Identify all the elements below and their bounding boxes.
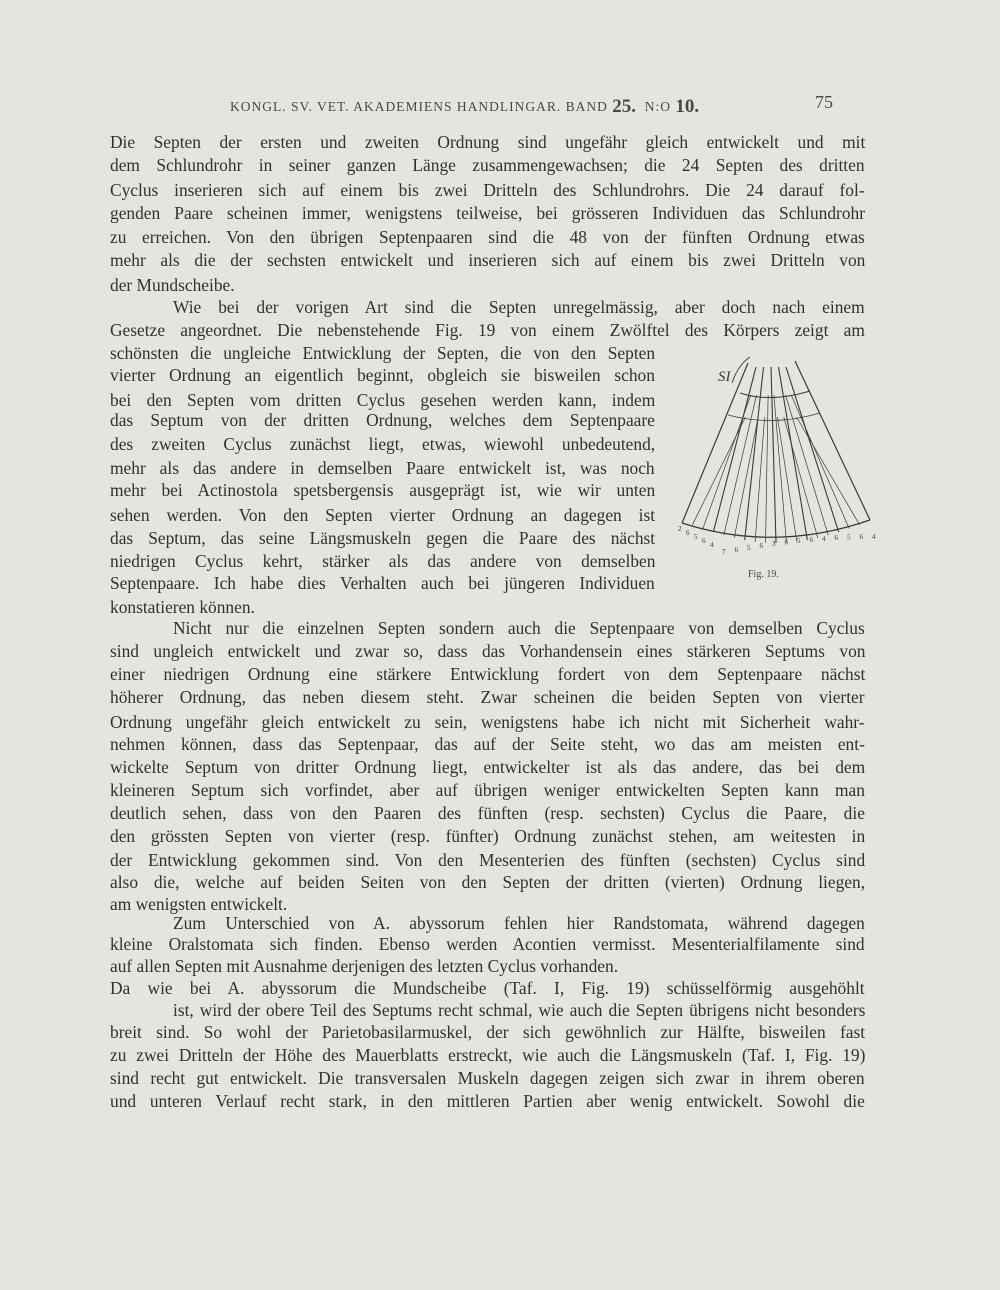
text-line: bei den Septen vom dritten Cyclus gesehen werden kann, indem <box>110 390 656 410</box>
text-line: sind ungleich entwickelt und zwar so, dass das Vorhandensein eines stärkeren Septums von <box>110 641 866 661</box>
figure-label: SI <box>718 369 731 385</box>
text-line: der Mundscheibe. <box>110 275 235 295</box>
text-line: am wenigsten entwickelt. <box>110 894 288 914</box>
text-line: Nicht nur die einzelnen Septen sondern auch die Septenpaare von demselben Cyclus <box>173 618 865 638</box>
septum-order-number: 6 <box>702 537 706 545</box>
septum-order-number: 6 <box>859 533 863 542</box>
text-line: kleine Oralstomata sich finden. Ebenso werden Acontien vermisst. Mesenterialfilamente sind <box>110 934 865 954</box>
figure-caption: Fig. 19. <box>748 569 779 580</box>
text-line: Da wie bei A. abyssorum die Mundscheibe (Taf. I, Fig. 19) schüsselförmig ausgehöhlt <box>110 978 865 998</box>
text-line: zu zwei Dritteln der Höhe des Mauerblatts erstreckt, wie auch die Längsmuskeln (Taf. I, Fig. 19) <box>110 1045 866 1065</box>
text-line: vierter Ordnung an eigentlich beginnt, obgleich sie bisweilen schon <box>110 365 655 385</box>
text-line: Ordnung ungefähr gleich entwickelt zu sein, wenigstens habe ich nicht mit Sicherheit wahr- <box>110 712 865 732</box>
septum-order-number: 4 <box>710 541 714 549</box>
text-line: und unteren Verlauf recht stark, in den mittleren Partien aber wenig entwickelt. Sowohl die <box>110 1091 865 1111</box>
page-number: 75 <box>815 92 833 112</box>
running-header <box>0 92 1000 116</box>
septum-order-number: 6 <box>686 529 690 537</box>
text-line: genden Paare scheinen immer, wenigstens teilweise, bei grösseren Individuen das Schlundrohr <box>110 203 866 223</box>
text-line: wickelte Septum von dritter Ordnung liegt, entwickelter ist als das andere, das bei dem <box>110 757 866 777</box>
text-line: kleineren Septum sich vorfindet, aber auf übrigen weniger entwickelten Septen kann man <box>110 780 865 800</box>
text-line: des zweiten Cyclus zunächst liegt, etwas, wiewohl unbedeutend, <box>110 434 656 454</box>
band-number: 25. <box>612 96 637 117</box>
septum-line <box>745 367 764 540</box>
left-boundary <box>682 363 748 523</box>
septum-order-number: 6 <box>759 541 763 550</box>
text-line: der Entwicklung gekommen sind. Von den Mesenterien des fünften (sechsten) Cyclus sind <box>110 850 866 870</box>
text-line: niedrigen Cyclus kehrt, stärker als das andere von demselben <box>110 551 656 571</box>
septum-order-number: 7 <box>722 548 726 556</box>
text-line: den grössten Septen von vierter (resp. fünfter) Ordnung zunächst stehen, am weitesten in <box>110 826 866 846</box>
text-line: Wie bei der vorigen Art sind die Septen unregelmässig, aber doch nach einem <box>173 297 865 317</box>
text-line: höherer Ordnung, das neben diesem steht. Zwar scheinen die beiden Septen von vierter <box>110 687 865 707</box>
text-line: Die Septen der ersten und zweiten Ordnung sind ungefähr gleich entwickelt und mit <box>110 132 866 152</box>
septum-order-number: 3 <box>772 540 776 549</box>
septum-line <box>797 417 860 525</box>
text-line: schönsten die ungleiche Entwicklung der Septen, die von den Septen <box>110 343 656 363</box>
text-line: dem Schlundrohr in seiner ganzen Länge zusammengewachsen; die 24 Septen des dritten <box>110 155 865 175</box>
text-line: deutlich sehen, dass von den Paaren des fünften (resp. sechsten) Cyclus die Paare, die <box>110 803 865 823</box>
text-line: einer niedrigen Ordnung eine stärkere Entwicklung fordert von dem Septenpaare nächst <box>110 664 866 684</box>
text-line: mehr bei Actinostola spetsbergensis ausgeprägt ist, wie wir unten <box>110 480 656 500</box>
text-line: das Septum, das seine Längsmuskeln gegen die Paare des nächst <box>110 528 656 548</box>
number-label: N:O <box>644 99 672 114</box>
septum-order-number: 6 <box>809 535 813 544</box>
text-line: also die, welche auf beiden Seiten von den Septen der dritten (vierten) Ordnung liegen, <box>110 872 866 892</box>
septum-line <box>771 367 776 543</box>
text-line: mehr als die der sechsten entwickelt und inserieren sich auf einem bis zwei Dritteln von <box>110 250 866 270</box>
text-line: sind recht gut entwickelt. Die transversalen Muskeln dagegen zeigen sich zwar in ihrem oberen <box>110 1068 865 1088</box>
septum-order-number: 6 <box>784 538 788 547</box>
running-title <box>230 95 699 117</box>
text-line: zu erreichen. Von den übrigen Septenpaaren sind die 48 von der fünften Ordnung etwas <box>110 227 865 247</box>
septum-order-number: 5 <box>694 533 698 541</box>
text-line: konstatieren können. <box>110 597 255 617</box>
journal-title: KONGL. SV. VET. AKADEMIENS HANDLINGAR. BAND <box>230 99 608 114</box>
septum-line <box>713 367 756 532</box>
text-line: Zum Unterschied von A. abyssorum fehlen hier Randstomata, während dagegen <box>173 913 865 933</box>
text-line: sehen werden. Von den Septen vierter Ordnung an dagegen ist <box>110 505 656 525</box>
septum-line <box>777 417 797 542</box>
septum-order-number: 5 <box>747 543 751 552</box>
text-line: auf allen Septen mit Ausnahme derjenigen des letzten Cyclus vorhanden. <box>110 956 619 976</box>
septum-order-number: 2 <box>678 525 682 533</box>
text-line: breit sind. So wohl der Parietobasilarmuskel, der sich gewöhnlich zur Hälfte, bisweilen fast <box>110 1022 866 1042</box>
septum-line <box>766 395 769 543</box>
text-line: Gesetze angeordnet. Die nebenstehende Fig. 19 von einem Zwölftel des Körpers zeigt am <box>110 320 865 340</box>
septum-order-number: 5 <box>797 537 801 546</box>
septum-line <box>784 417 818 538</box>
text-line: Cyclus inserieren sich auf einem bis zwei Dritteln des Schlundrohrs. Die 24 darauf fol- <box>110 180 865 200</box>
text-line: ist, wird der obere Teil des Septums recht schmal, wie auch die Septen übrigens nicht besonders <box>173 1000 866 1020</box>
text-line: mehr als das andere in demselben Paare entwickelt ist, was noch <box>110 458 655 478</box>
septum-order-number: 5 <box>847 533 851 542</box>
number-value: 10. <box>675 96 700 117</box>
text-line: nehmen können, dass das Septenpaar, das auf der Seite steht, wo das am meisten ent- <box>110 734 865 754</box>
text-line: Septenpaare. Ich habe dies Verhalten auch bei jüngeren Individuen <box>110 573 655 593</box>
text-line: das Septum von der dritten Ordnung, welches dem Septenpaare <box>110 410 655 430</box>
septum-order-number: 4 <box>822 534 826 543</box>
septum-order-number: 6 <box>834 534 838 543</box>
septum-order-number: 6 <box>734 545 738 554</box>
septum-line <box>724 395 757 535</box>
septum-order-number: 4 <box>872 532 876 541</box>
figure-19 <box>670 355 885 590</box>
septum-line <box>786 367 839 532</box>
septa-diagram <box>670 355 885 590</box>
